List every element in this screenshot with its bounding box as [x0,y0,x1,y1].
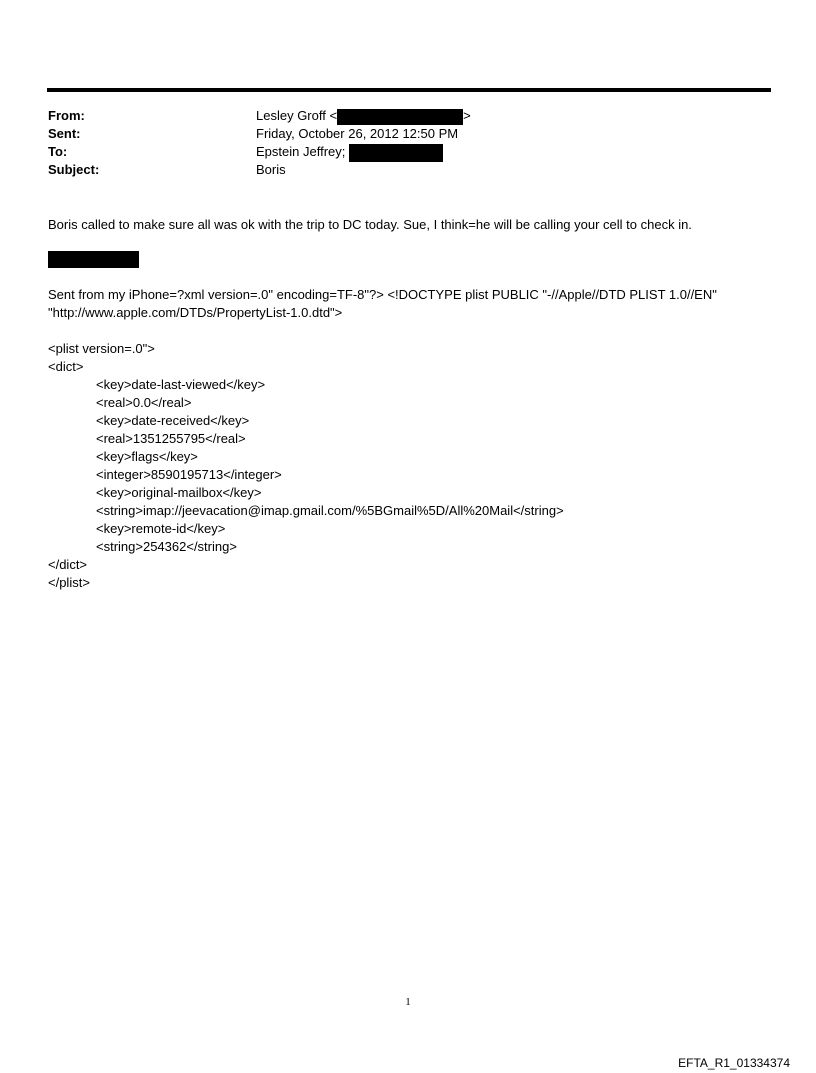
from-name: Lesley Groff < [256,108,338,123]
plist-line: <real>1351255795</real> [96,431,246,446]
plist-line: <key>date-last-viewed</key> [96,377,266,392]
plist-block [48,340,564,592]
plist-line: <real>0.0</real> [96,395,192,410]
from-value [256,107,471,125]
plist-line: <string>imap://jeevacation@imap.gmail.com/%5BGmail%5D/All%20Mail</string> [96,503,564,518]
plist-line: <dict> [48,359,84,374]
redaction-box [349,144,443,162]
plist-line: <integer>8590195713</integer> [96,467,282,482]
sent-value: Friday, October 26, 2012 12:50 PM [256,126,459,141]
to-name: Epstein Jeffrey; [256,144,346,159]
signature-redaction-box [48,251,139,268]
plist-line: <string>254362</string> [96,539,237,554]
subject-label: Subject: [48,162,100,177]
to-label: To: [48,144,68,159]
subject-value: Boris [256,162,286,177]
sent-from-line-1: Sent from my iPhone=?xml version=.0" encoding=TF-8"?> <!DOCTYPE plist PUBLIC "-//Apple//DTD PLIST 1.0//EN" [48,287,717,302]
plist-line: <key>remote-id</key> [96,521,226,536]
to-value [256,143,443,162]
message-body: Boris called to make sure all was ok with the trip to DC today. Sue, I think=he will be calling your cell to check in. [48,217,692,232]
plist-line: <plist version=.0"> [48,341,155,356]
sent-label: Sent: [48,126,81,141]
plist-line: <key>flags</key> [96,449,198,464]
sent-from-line-2: "http://www.apple.com/DTDs/PropertyList-1.0.dtd"> [48,305,343,320]
redaction-box [337,109,463,125]
page-number: 1 [405,996,411,1008]
header-rule [47,88,771,92]
plist-line: </plist> [48,575,90,590]
plist-line: </dict> [48,557,88,572]
from-label: From: [48,108,85,123]
plist-line: <key>date-received</key> [96,413,250,428]
plist-line: <key>original-mailbox</key> [96,485,262,500]
bates-number: EFTA_R1_01334374 [678,1056,790,1070]
from-end: > [463,108,471,123]
